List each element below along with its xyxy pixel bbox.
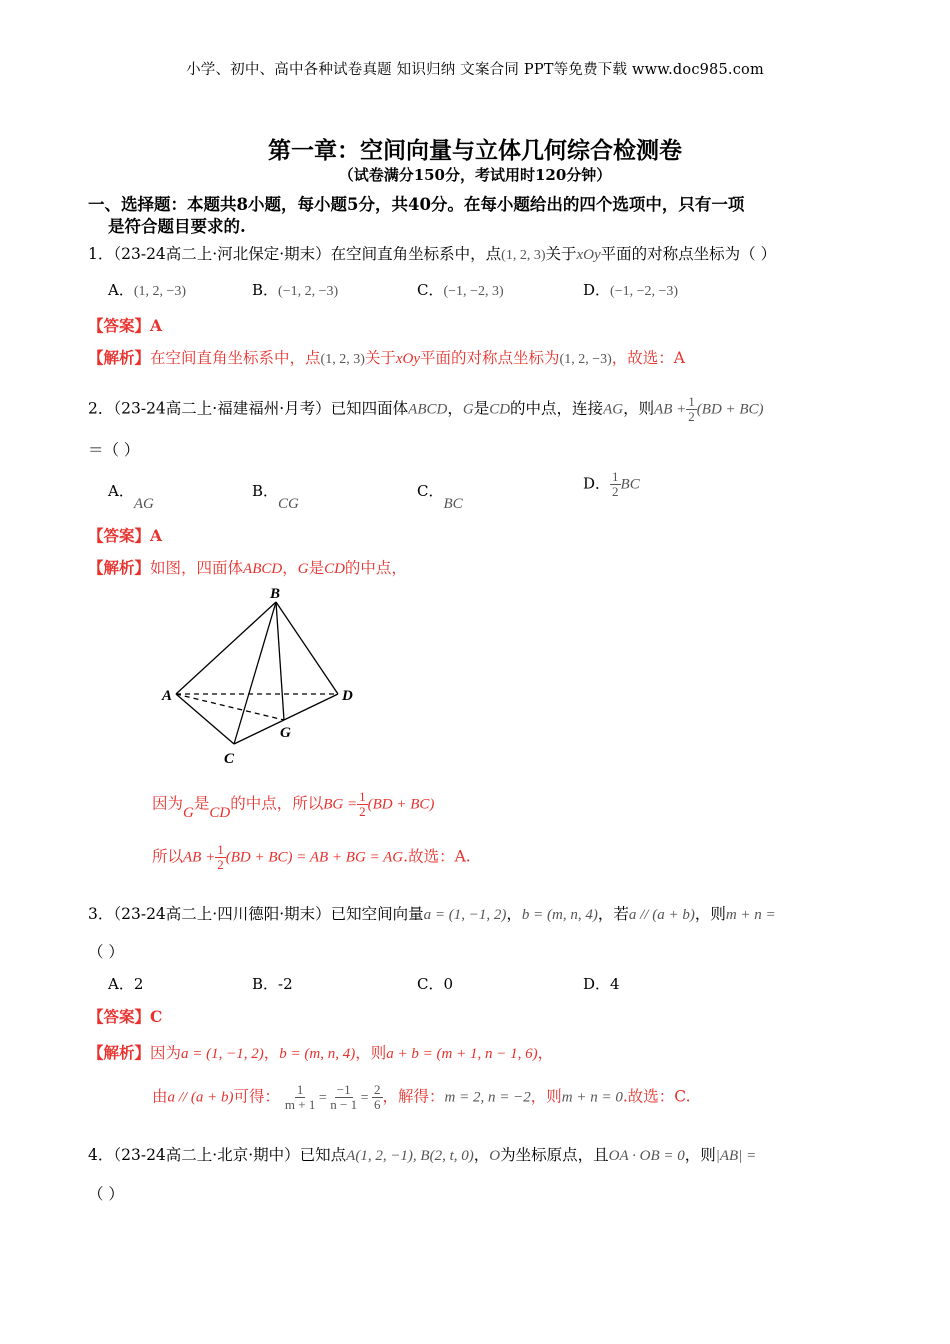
question-2-option-a: A．AG	[108, 482, 154, 512]
question-1-answer: 【答案】A	[88, 316, 163, 335]
question-2-answer: 【答案】A	[88, 526, 163, 545]
fraction-one-half: $\frac{1}{2}$	[359, 789, 366, 819]
fraction-one-half: $\frac{1}{2}$	[612, 469, 619, 499]
question-2-analysis-line-2: 所以AB + $\frac{1}{2}$ (BD + BC) = AB + BG = AG.故选：A.	[152, 842, 471, 872]
question-1-option-b: B．(−1, 2, −3)	[252, 281, 339, 299]
question-3-stem-continued: （ ）	[88, 943, 124, 961]
question-2-analysis-line-1: 因为G是CD的中点，所以BG = $\frac{1}{2}$ (BD + BC)	[152, 789, 435, 821]
question-2-analysis: 【解析】如图，四面体ABCD，G是CD的中点，	[88, 558, 407, 577]
vertex-label-a: A	[162, 688, 173, 704]
fraction-2-over-6: $\frac{2}{6}$	[374, 1082, 381, 1112]
question-3-option-c: C．0	[417, 975, 454, 993]
question-3-answer: 【答案】C	[88, 1007, 163, 1026]
question-3-option-d: D．4	[583, 975, 620, 993]
page-title: 第一章：空间向量与立体几何综合检测卷	[268, 137, 682, 164]
question-4-stem: 4．（23-24高二上·北京·期中）已知点A(1, 2, −1), B(2, t, 0)，O为坐标原点，且OA · OB = 0，则|AB| =	[88, 1146, 757, 1164]
fraction-one-half: $\frac{1}{2}$	[688, 394, 695, 424]
fraction-one-half: $\frac{1}{2}$	[217, 842, 224, 872]
question-2-option-d: D． $\frac{1}{2}$ BC	[583, 469, 640, 499]
question-2-option-b: B．CG	[252, 482, 299, 512]
vertex-label-d: D	[342, 688, 353, 704]
question-2-option-c: C．BC	[417, 482, 463, 512]
question-1-option-a: A．(1, 2, −3)	[108, 281, 187, 299]
vertex-label-b: B	[270, 586, 281, 602]
question-1-option-c: C．(−1, −2, 3)	[417, 281, 504, 299]
question-3-analysis: 【解析】因为a = (1, −1, 2)，b = (m, n, 4)，则a + b = (m + 1, n − 1, 6)，	[88, 1043, 554, 1062]
site-header: 小学、初中、高中各种试卷真题 知识归纳 文案合同 PPT等免费下载 www.doc985.com	[186, 62, 764, 78]
section-heading-line1: 一、选择题：本题共8小题，每小题5分，共40分。在每小题给出的四个选项中，只有一项	[88, 195, 745, 214]
question-1-stem: 1．（23-24高二上·河北保定·期末）在空间直角坐标系中，点(1, 2, 3)关于xOy平面的对称点坐标为（ ）	[88, 245, 777, 263]
question-4-stem-continued: （ ）	[88, 1185, 124, 1203]
question-3-stem: 3．（23-24高二上·四川德阳·期末）已知空间向量a = (1, −1, 2)，b = (m, n, 4)，若a // (a + b)，则m + n =	[88, 905, 776, 923]
question-1-option-d: D．(−1, −2, −3)	[583, 281, 679, 299]
question-1-analysis: 【解析】在空间直角坐标系中，点(1, 2, 3)关于xOy平面的对称点坐标为(1, 2, −3)，故选：A	[88, 348, 685, 367]
question-2-stem-continued: ＝（ ）	[88, 441, 140, 459]
point-label-g: G	[280, 725, 291, 741]
fraction-1-over-m-plus-1: $\frac{1}{m + 1}$	[284, 1082, 316, 1112]
fraction-neg1-over-n-minus-1: $\frac{-1}{n - 1}$	[330, 1082, 358, 1112]
question-2-stem: 2．（23-24高二上·福建福州·月考）已知四面体ABCD，G是CD的中点，连接AG，则AB + $\frac{1}{2}$ (BD + BC)	[88, 394, 764, 424]
question-3-option-b: B．-2	[252, 975, 293, 993]
tetrahedron-figure	[150, 580, 380, 770]
page-subtitle: （试卷满分150分，考试用时120分钟）	[338, 166, 612, 184]
question-3-analysis-line-2: 由a // (a + b)可得： $\frac{1}{m + 1}$ = $\frac{-1}{n - 1}$ = $\frac{2}{6}$ ，解得：m = 2, n = −2，则m + n = 0.故选：C.	[152, 1082, 691, 1112]
question-3-option-a: A．2	[108, 975, 144, 993]
vertex-label-c: C	[224, 751, 235, 767]
section-heading-line2: 是符合题目要求的.	[108, 217, 246, 236]
